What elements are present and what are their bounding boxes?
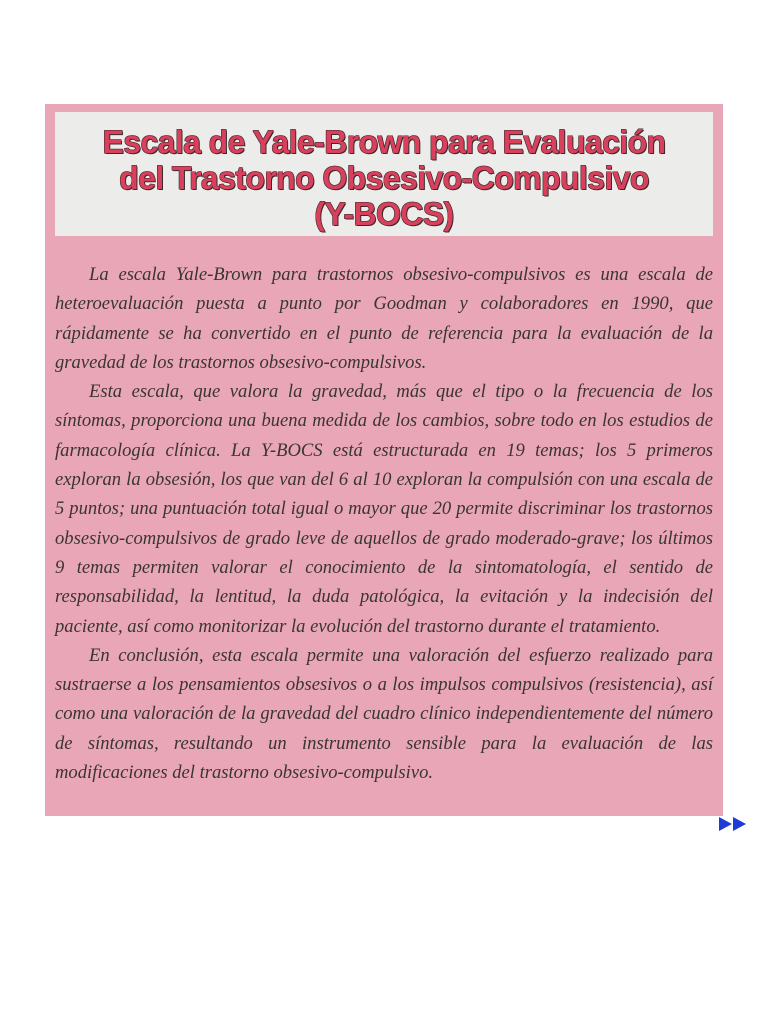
paragraph-intro: La escala Yale-Brown para trastornos obsesivo-compulsivos es una escala de heteroevaluación puesta a punto por Goodman y colaboradores en 1990, que rápidamente se ha convertido en el punto de referencia para la evaluación de la gravedad de los trastornos obsesivo-compulsivos. (55, 264, 713, 373)
next-page-icon[interactable] (719, 817, 749, 831)
paragraph-description: Esta escala, que valora la gravedad, más que el tipo o la frecuencia de los síntomas, proporciona una buena medida de los cambios, sobre todo en los estudios de farmacología clínica. La Y-BOCS está estructurada en 19 temas; los 5 primeros exploran la obsesión, los que van del 6 al 10 exploran la compulsión con una escala de 5 puntos; una puntuación total igual o mayor que 20 permite discriminar los trastornos obsesivo-compulsivos de grado leve de aquellos de grado moderado-grave; los últimos 9 temas permiten valorar el conocimiento de la sintomatología, el sentido de responsabilidad, la lentitud, la duda patológica, la evitación y la indecisión del paciente, así como monitorizar la evolución del trastorno durante el tratamiento. (55, 381, 713, 637)
document-panel (45, 104, 723, 816)
next-arrow-right-triangle (733, 817, 746, 831)
next-arrow-left-triangle (719, 817, 732, 831)
title-box (55, 112, 713, 236)
paragraph-conclusion: En conclusión, esta escala permite una valoración del esfuerzo realizado para sustraerse a los pensamientos obsesivos o a los impulsos compulsivos (resistencia), así como una valoración de la gravedad del cuadro clínico independientemente del número de síntomas, resultando un instrumento sensible para la evaluación de las modificaciones del trastorno obsesivo-compulsivo. (55, 644, 713, 784)
title-line-1: Escala de Yale-Brown para Evaluación (102, 124, 666, 160)
article-body (55, 260, 713, 787)
title-line-2: del Trastorno Obsesivo-Compulsivo (119, 160, 649, 196)
title-line-3: (Y-BOCS) (314, 196, 454, 232)
